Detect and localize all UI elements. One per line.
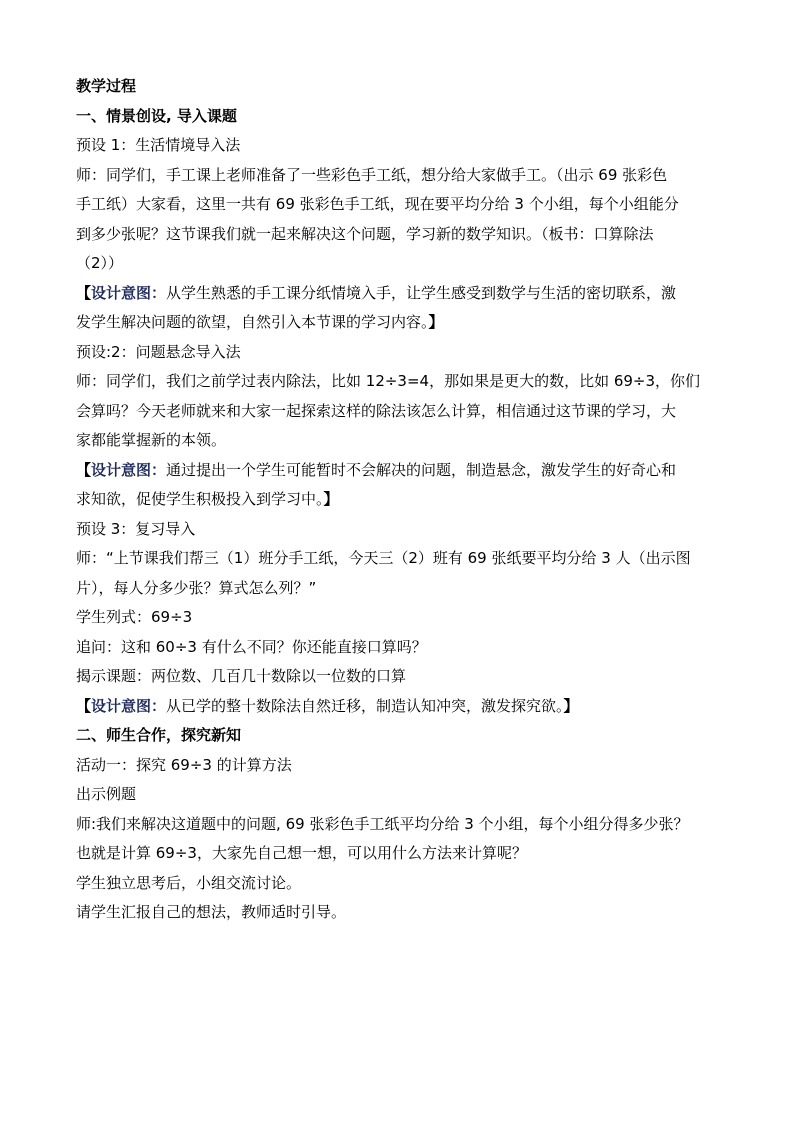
design-intent-2: 【设计意图：通过提出一个学生可能暂时不会解决的问题，制造悬念，激发学生的好奇心和: [76, 460, 677, 479]
activity-label: 活动一：探究 69÷3 的计算方法: [76, 755, 292, 774]
design-intent-2-cont: 求知欲，促使学生积极投入到学习中。】: [76, 490, 339, 508]
paragraph-line: 家都能掌握新的本领。: [76, 431, 227, 449]
student-expression: 学生列式：69÷3: [76, 608, 193, 626]
example-label: 出示例题: [76, 785, 137, 803]
paragraph-line: 师：同学们，手工课上老师准备了一些彩色手工纸，想分给大家做手工。（出示 69 张彩色: [76, 165, 668, 184]
students-report: 请学生汇报自己的想法，教师适时引导。: [76, 903, 347, 921]
section-heading-1: 一、情景创设, 导入课题: [76, 106, 237, 125]
follow-up-question: 追问：这和 60÷3 有什么不同？你还能直接口算吗？: [76, 637, 427, 656]
design-intent-label: 设计意图：: [91, 696, 167, 715]
document-title: 教学过程: [76, 77, 137, 95]
preset-1-label: 预设 1：生活情境导入法: [76, 136, 241, 154]
paragraph-line: 师：同学们，我们之前学过表内除法，比如 12÷3=4，那如果是更大的数，比如 69÷3，你们: [76, 372, 701, 390]
paragraph-line: 到多少张呢？这节课我们就一起来解决这个问题，学习新的数学知识。（板书：口算除法: [76, 224, 654, 243]
preset-2-label: 预设:2：问题悬念导入法: [76, 342, 241, 361]
design-intent-label: 设计意图：: [91, 283, 167, 302]
design-intent-1: 【设计意图：从学生熟悉的手工课分纸情境入手，让学生感受到数学与生活的密切联系，激: [76, 283, 677, 302]
design-intent-1-cont: 发学生解决问题的欲望，自然引入本节课的学习内容。】: [76, 313, 444, 331]
reveal-topic: 揭示课题：两位数、几百几十数除以一位数的口算: [76, 667, 407, 685]
paragraph-line: 也就是计算 69÷3，大家先自己想一想，可以用什么方法来计算呢？: [76, 844, 527, 862]
paragraph-line: 片），每人分多少张？算式怎么列？”: [76, 578, 317, 597]
lesson-document: [76, 72, 726, 928]
paragraph-line: 手工纸）大家看，这里一共有 69 张彩色手工纸，现在要平均分给 3 个小组，每个小组能分: [76, 195, 679, 213]
design-intent-label: 设计意图：: [91, 460, 167, 479]
paragraph-line: 会算吗？今天老师就来和大家一起探索这样的除法该怎么计算，相信通过这节课的学习，大: [76, 401, 677, 420]
paragraph-line: 师：“上节课我们帮三（1）班分手工纸，今天三（2）班有 69 张纸要平均分给 3 人（出示图: [76, 549, 691, 567]
students-discussion: 学生独立思考后，小组交流讨论。: [76, 873, 302, 892]
section-heading-2: 二、师生合作，探究新知: [76, 726, 242, 744]
paragraph-line: （2））: [76, 254, 124, 272]
preset-3-label: 预设 3：复习导入: [76, 519, 196, 538]
paragraph-line: 师:我们来解决这道题中的问题, 69 张彩色手工纸平均分给 3 个小组，每个小组分得多少张？: [76, 814, 689, 833]
design-intent-3: 【设计意图：从已学的整十数除法自然迁移，制造认知冲突，激发探究欲。】: [76, 696, 579, 715]
